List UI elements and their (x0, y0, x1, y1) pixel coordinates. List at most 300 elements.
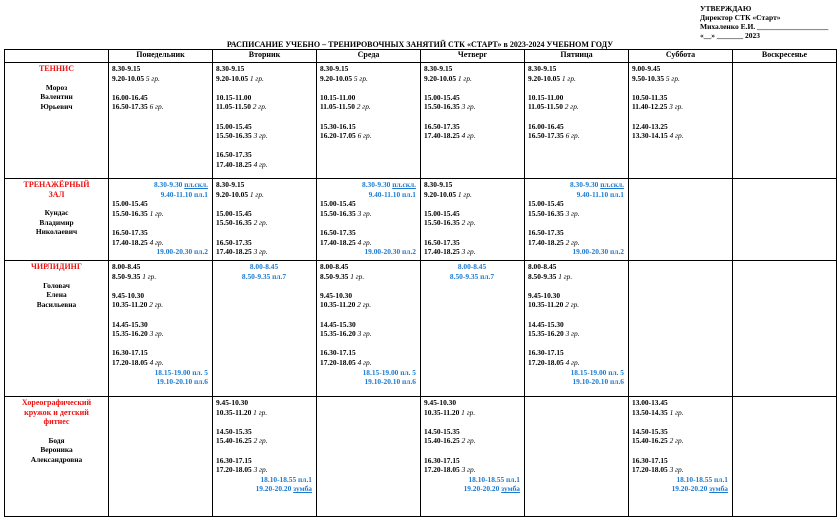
day-header: Среда (317, 50, 421, 63)
blue-session-entry (528, 180, 625, 190)
blue-session-entry (528, 247, 625, 257)
group-label: пл.2 (402, 247, 416, 257)
session-entry (632, 64, 729, 74)
session-entry (632, 417, 729, 427)
section-title-line: ЧИРЛИДИНГ (30, 262, 82, 271)
session-entry (424, 93, 521, 103)
session-entry (216, 122, 313, 132)
blue-session-entry (216, 475, 313, 485)
session-time: 16.50-17.35 (528, 131, 564, 141)
session-time: 16.30-17.15 (528, 348, 564, 358)
session-entry (216, 102, 313, 112)
corner-cell (5, 50, 109, 63)
session-time: 11.05-11.50 (528, 102, 563, 112)
group-label: пл.1 (506, 474, 520, 484)
section-label-cell (5, 261, 109, 397)
group-label: 2 гр. (252, 102, 267, 112)
session-time: 11.05-11.50 (216, 102, 251, 112)
session-time: 15.00-15.45 (320, 199, 356, 209)
group-label: пл.1 (402, 189, 416, 199)
session-time: 15.40-16.25 (424, 436, 460, 446)
group-label: зумба (293, 484, 312, 494)
session-time: 17.40-18.25 (112, 237, 148, 247)
session-entry (528, 83, 625, 93)
schedule-cell (629, 179, 733, 261)
session-entry (216, 209, 313, 219)
session-time: 15.40-16.25 (216, 436, 252, 446)
schedule-cell (109, 179, 213, 261)
coach-name-line: Елена (46, 290, 67, 300)
session-entry (424, 398, 521, 408)
session-time: 15.50-16.35 (528, 208, 564, 218)
header-row (5, 50, 837, 63)
session-time: 8.30-9.15 (320, 64, 349, 73)
session-entry (424, 456, 521, 466)
session-entry (216, 247, 313, 257)
session-entry (632, 456, 729, 466)
group-label: 4 гр. (565, 357, 580, 367)
session-entry (632, 102, 729, 112)
session-time: 8.30-9.15 (424, 180, 453, 189)
blue-session-entry (112, 247, 209, 257)
session-time: 8.30-9.15 (528, 64, 557, 73)
session-entry (112, 329, 209, 339)
session-entry (112, 93, 209, 103)
session-time: 11.40-12.25 (632, 102, 668, 112)
blue-session-entry (112, 377, 209, 387)
session-time: 13.50-14.35 (632, 407, 668, 417)
session-entry (320, 122, 417, 132)
section-title-line: ЗАЛ (48, 189, 65, 199)
session-time: 17.20-18.05 (632, 465, 668, 475)
group-label: 5 гр. (665, 73, 680, 83)
blue-session-entry (424, 272, 521, 282)
group-label: пл.скл. (600, 180, 624, 189)
coach-name (8, 83, 105, 112)
session-entry (424, 465, 521, 475)
coach-name-line: Александровна (30, 454, 83, 464)
session-entry (424, 209, 521, 219)
coach-name (8, 208, 105, 237)
section-row (5, 179, 837, 261)
schedule-cell (213, 63, 317, 179)
blue-session-entry (112, 190, 209, 200)
group-label: пл.2 (610, 247, 624, 257)
session-time: 9.45-10.30 (528, 290, 561, 300)
session-entry (216, 398, 313, 408)
session-time: 15.00-15.45 (216, 208, 252, 218)
session-time: 8.30-9.30 (154, 180, 183, 189)
session-time: 8.00-8.45 (249, 262, 279, 271)
session-time: 9.40-11.10 (160, 189, 193, 199)
group-label: пл.1 (610, 189, 624, 199)
schedule-cell (213, 397, 317, 517)
group-label: 2 гр. (565, 300, 580, 310)
session-time: 8.30-9.30 (362, 180, 391, 189)
group-label: пл.7 (272, 271, 287, 281)
session-time: 14.45-15.30 (528, 319, 564, 329)
coach-name (8, 436, 105, 465)
session-entry (320, 272, 417, 282)
session-entry (112, 209, 209, 219)
session-time: 17.20-18.05 (112, 357, 148, 367)
session-time: 15.40-16.25 (632, 436, 668, 446)
blue-session-entry (112, 368, 209, 378)
session-entry (216, 93, 313, 103)
session-entry (112, 64, 209, 74)
coach-name-line: Валентин (40, 92, 73, 102)
session-entry (632, 398, 729, 408)
schedule-cell (421, 179, 525, 261)
group-label: 3 гр. (669, 102, 684, 112)
session-time: 8.50-9.35 (112, 271, 141, 281)
group-label: 3 гр. (357, 208, 372, 218)
group-label: 1 гр. (249, 73, 264, 83)
session-entry (528, 93, 625, 103)
group-label: пл.6 (610, 377, 624, 387)
session-time: 14.45-15.30 (320, 319, 356, 329)
session-time: 19.20-20.20 (671, 484, 708, 494)
session-entry (112, 272, 209, 282)
session-entry (424, 446, 521, 456)
group-label: 1 гр. (253, 407, 268, 417)
session-time: 9.45-10.30 (216, 398, 249, 407)
group-label: 3 гр. (669, 465, 684, 475)
session-time: 15.50-16.35 (320, 208, 356, 218)
group-label: пл. 5 (192, 367, 208, 377)
approval-line: УТВЕРЖДАЮ (700, 4, 752, 13)
session-entry (424, 180, 521, 190)
session-time: 10.35-11.20 (112, 300, 148, 310)
group-label: пл. 5 (400, 367, 416, 377)
group-label: 1 гр. (561, 73, 576, 83)
group-label: 3 гр. (565, 208, 580, 218)
session-time: 8.00-8.45 (457, 262, 487, 271)
coach-name-line: Мороз (45, 82, 68, 92)
group-label: 1 гр. (669, 407, 684, 417)
session-time: 9.45-10.30 (112, 290, 145, 300)
session-entry (528, 262, 625, 272)
session-time: 17.40-18.25 (320, 237, 356, 247)
session-entry (424, 417, 521, 427)
session-entry (216, 436, 313, 446)
approval-line: Михаленко Е.И. ___________________ (700, 22, 829, 31)
session-entry (112, 310, 209, 320)
schedule-cell (213, 261, 317, 397)
session-time: 8.30-9.15 (112, 64, 141, 73)
session-time: 16.50-17.35 (216, 150, 252, 160)
schedule-table (4, 49, 837, 517)
section-label-cell (5, 63, 109, 179)
session-entry (424, 427, 521, 437)
session-entry (216, 427, 313, 437)
session-entry (320, 83, 417, 93)
blue-session-entry (424, 262, 521, 272)
session-time: 8.50-9.35 (241, 271, 271, 281)
group-label: 1 гр. (457, 189, 472, 199)
schedule-cell (733, 63, 837, 179)
group-label: зумба (709, 484, 728, 494)
session-time: 17.20-18.05 (216, 465, 252, 475)
session-time: 15.50-16.35 (424, 102, 460, 112)
coach-name-line: Васильевна (36, 299, 77, 309)
session-time: 14.45-15.30 (112, 319, 148, 329)
session-entry (112, 238, 209, 248)
session-entry (216, 141, 313, 151)
session-time: 10.15-11.00 (216, 92, 252, 102)
session-time: 15.00-15.45 (424, 208, 460, 218)
group-label: 4 гр. (357, 237, 372, 247)
session-entry (112, 74, 209, 84)
session-time: 17.40-18.25 (216, 247, 252, 257)
session-entry (528, 64, 625, 74)
section-row (5, 63, 837, 179)
schedule-cell (733, 179, 837, 261)
approval-line: «__» _______ 2023 (700, 31, 760, 40)
group-label: 1 гр. (249, 189, 264, 199)
blue-session-entry (632, 475, 729, 485)
session-entry (528, 122, 625, 132)
session-entry (216, 456, 313, 466)
session-entry (320, 358, 417, 368)
session-entry (424, 218, 521, 228)
session-entry (528, 238, 625, 248)
group-label: 6 гр. (565, 131, 580, 141)
session-entry (216, 199, 313, 209)
session-time: 15.00-15.45 (424, 92, 460, 102)
session-entry (632, 83, 729, 93)
session-time: 8.30-9.15 (216, 64, 245, 73)
session-time: 9.20-10.05 (528, 73, 561, 83)
section-label-cell (5, 397, 109, 517)
session-entry (320, 209, 417, 219)
session-entry (216, 190, 313, 200)
schedule-cell (525, 63, 629, 179)
session-time: 15.00-15.45 (112, 199, 148, 209)
session-entry (216, 465, 313, 475)
session-entry (632, 122, 729, 132)
blue-session-entry (320, 368, 417, 378)
section-row (5, 261, 837, 397)
day-header: Понедельник (109, 50, 213, 63)
group-label: 3 гр. (461, 102, 476, 112)
schedule-cell (525, 179, 629, 261)
blue-session-entry (320, 247, 417, 257)
session-entry (320, 238, 417, 248)
session-entry (112, 102, 209, 112)
session-entry (528, 131, 625, 141)
session-entry (528, 209, 625, 219)
session-entry (112, 291, 209, 301)
session-time: 8.50-9.35 (449, 271, 479, 281)
group-label: 2 гр. (357, 300, 372, 310)
session-time: 9.20-10.05 (320, 73, 353, 83)
blue-session-entry (424, 475, 521, 485)
schedule-cell (629, 63, 733, 179)
session-time: 15.50-16.35 (112, 208, 148, 218)
session-time: 19.00-20.30 (156, 247, 193, 257)
session-time: 14.50-15.35 (632, 426, 668, 436)
session-time: 18.15-19.00 (362, 367, 399, 377)
session-time: 9.20-10.05 (112, 73, 145, 83)
coach-name-line: Бодя (48, 435, 65, 445)
session-time: 9.20-10.05 (216, 73, 249, 83)
session-entry (112, 83, 209, 93)
blue-session-entry (320, 377, 417, 387)
coach-name-line: Николаевич (35, 227, 78, 237)
session-entry (320, 112, 417, 122)
group-label: пл. 5 (608, 367, 624, 377)
session-entry (216, 112, 313, 122)
session-time: 16.00-16.45 (112, 92, 148, 102)
session-entry (112, 262, 209, 272)
session-entry (528, 281, 625, 291)
session-time: 17.40-18.25 (424, 131, 460, 141)
group-label: 2 гр. (669, 436, 684, 446)
session-time: 9.45-10.30 (424, 398, 457, 407)
session-entry (112, 281, 209, 291)
session-time: 13.30-14.15 (632, 131, 668, 141)
session-entry (320, 199, 417, 209)
blue-session-entry (320, 190, 417, 200)
section-title (8, 398, 105, 427)
session-entry (320, 300, 417, 310)
session-time: 10.35-11.20 (216, 407, 252, 417)
session-entry (632, 74, 729, 84)
group-label: 4 гр. (149, 237, 164, 247)
session-entry (528, 199, 625, 209)
session-time: 10.15-11.00 (528, 92, 564, 102)
session-entry (216, 74, 313, 84)
session-entry (216, 131, 313, 141)
group-label: 4 гр. (357, 357, 372, 367)
session-time: 17.20-18.05 (528, 357, 564, 367)
group-label: 2 гр. (149, 300, 164, 310)
blue-session-entry (320, 180, 417, 190)
day-header: Вторник (213, 50, 317, 63)
group-label: 3 гр. (565, 329, 580, 339)
session-entry (528, 112, 625, 122)
blue-session-entry (528, 377, 625, 387)
group-label: зумба (501, 484, 520, 494)
session-entry (528, 329, 625, 339)
session-entry (424, 238, 521, 248)
session-time: 10.35-11.20 (320, 300, 356, 310)
session-entry (424, 64, 521, 74)
session-entry (528, 218, 625, 228)
session-entry (424, 247, 521, 257)
session-time: 16.50-17.35 (112, 227, 148, 237)
session-entry (112, 228, 209, 238)
section-title-line: ТРЕНАЖЁРНЫЙ (23, 180, 90, 189)
session-time: 16.50-17.35 (216, 237, 252, 247)
session-entry (216, 180, 313, 190)
schedule-cell (317, 397, 421, 517)
session-time: 8.30-9.15 (424, 64, 453, 73)
session-time: 8.00-8.45 (320, 262, 349, 271)
group-label: 2 гр. (564, 102, 579, 112)
session-entry (112, 199, 209, 209)
session-time: 15.00-15.45 (528, 199, 564, 209)
schedule-cell (317, 261, 421, 397)
session-entry (112, 320, 209, 330)
schedule-cell (421, 397, 525, 517)
group-label: пл.скл. (392, 180, 416, 189)
group-label: пл.6 (194, 377, 208, 387)
schedule-cell (317, 63, 421, 179)
session-time: 9.40-11.10 (368, 189, 401, 199)
coach-name-line: Головач (43, 280, 70, 290)
section-title-line: фитнес (43, 417, 70, 427)
group-label: 3 гр. (461, 465, 476, 475)
session-time: 8.30-9.15 (216, 180, 245, 189)
day-header: Воскресенье (733, 50, 837, 63)
group-label: 1 гр. (350, 271, 365, 281)
session-time: 9.00-9.45 (632, 64, 661, 73)
session-entry (216, 160, 313, 170)
session-time: 12.40-13.25 (632, 121, 668, 131)
session-entry (320, 74, 417, 84)
session-entry (424, 408, 521, 418)
session-entry (424, 436, 521, 446)
session-entry (632, 465, 729, 475)
session-entry (632, 446, 729, 456)
session-entry (528, 339, 625, 349)
session-time: 18.10-18.55 (468, 474, 505, 484)
session-entry (424, 190, 521, 200)
group-label: 3 гр. (253, 247, 268, 257)
session-time: 17.40-18.25 (216, 159, 252, 169)
session-entry (632, 408, 729, 418)
schedule-cell (525, 397, 629, 517)
session-time: 10.50-11.35 (632, 92, 668, 102)
session-time: 16.30-17.15 (112, 348, 148, 358)
section-title-line: кружок и детский (24, 407, 89, 417)
session-time: 17.20-18.05 (320, 357, 356, 367)
session-time: 8.00-8.45 (528, 262, 557, 271)
coach-name-line: Кундас (44, 208, 69, 218)
blue-session-entry (216, 272, 313, 282)
session-entry (112, 218, 209, 228)
session-entry (216, 150, 313, 160)
group-label: 5 гр. (353, 73, 368, 83)
blue-session-entry (528, 368, 625, 378)
session-entry (216, 238, 313, 248)
group-label: 4 гр. (253, 159, 268, 169)
group-label: 4 гр. (149, 357, 164, 367)
session-time: 16.50-17.35 (320, 227, 356, 237)
section-title-line: Хореографический (21, 398, 92, 407)
session-time: 9.50-10.35 (632, 73, 665, 83)
session-time: 10.15-11.00 (320, 92, 356, 102)
session-entry (320, 320, 417, 330)
blue-session-entry (632, 484, 729, 494)
day-header: Суббота (629, 50, 733, 63)
session-entry (320, 228, 417, 238)
session-entry (528, 310, 625, 320)
session-time: 14.50-15.35 (216, 426, 252, 436)
session-time: 11.05-11.50 (320, 102, 355, 112)
session-entry (632, 427, 729, 437)
group-label: пл.1 (194, 189, 208, 199)
coach-name-line: Владимир (39, 217, 74, 227)
session-time: 9.20-10.05 (216, 189, 249, 199)
session-time: 16.50-17.35 (424, 237, 460, 247)
session-time: 16.50-17.35 (424, 121, 460, 131)
session-time: 8.30-9.30 (570, 180, 599, 189)
group-label: 2 гр. (356, 102, 371, 112)
session-time: 9.20-10.05 (424, 189, 457, 199)
